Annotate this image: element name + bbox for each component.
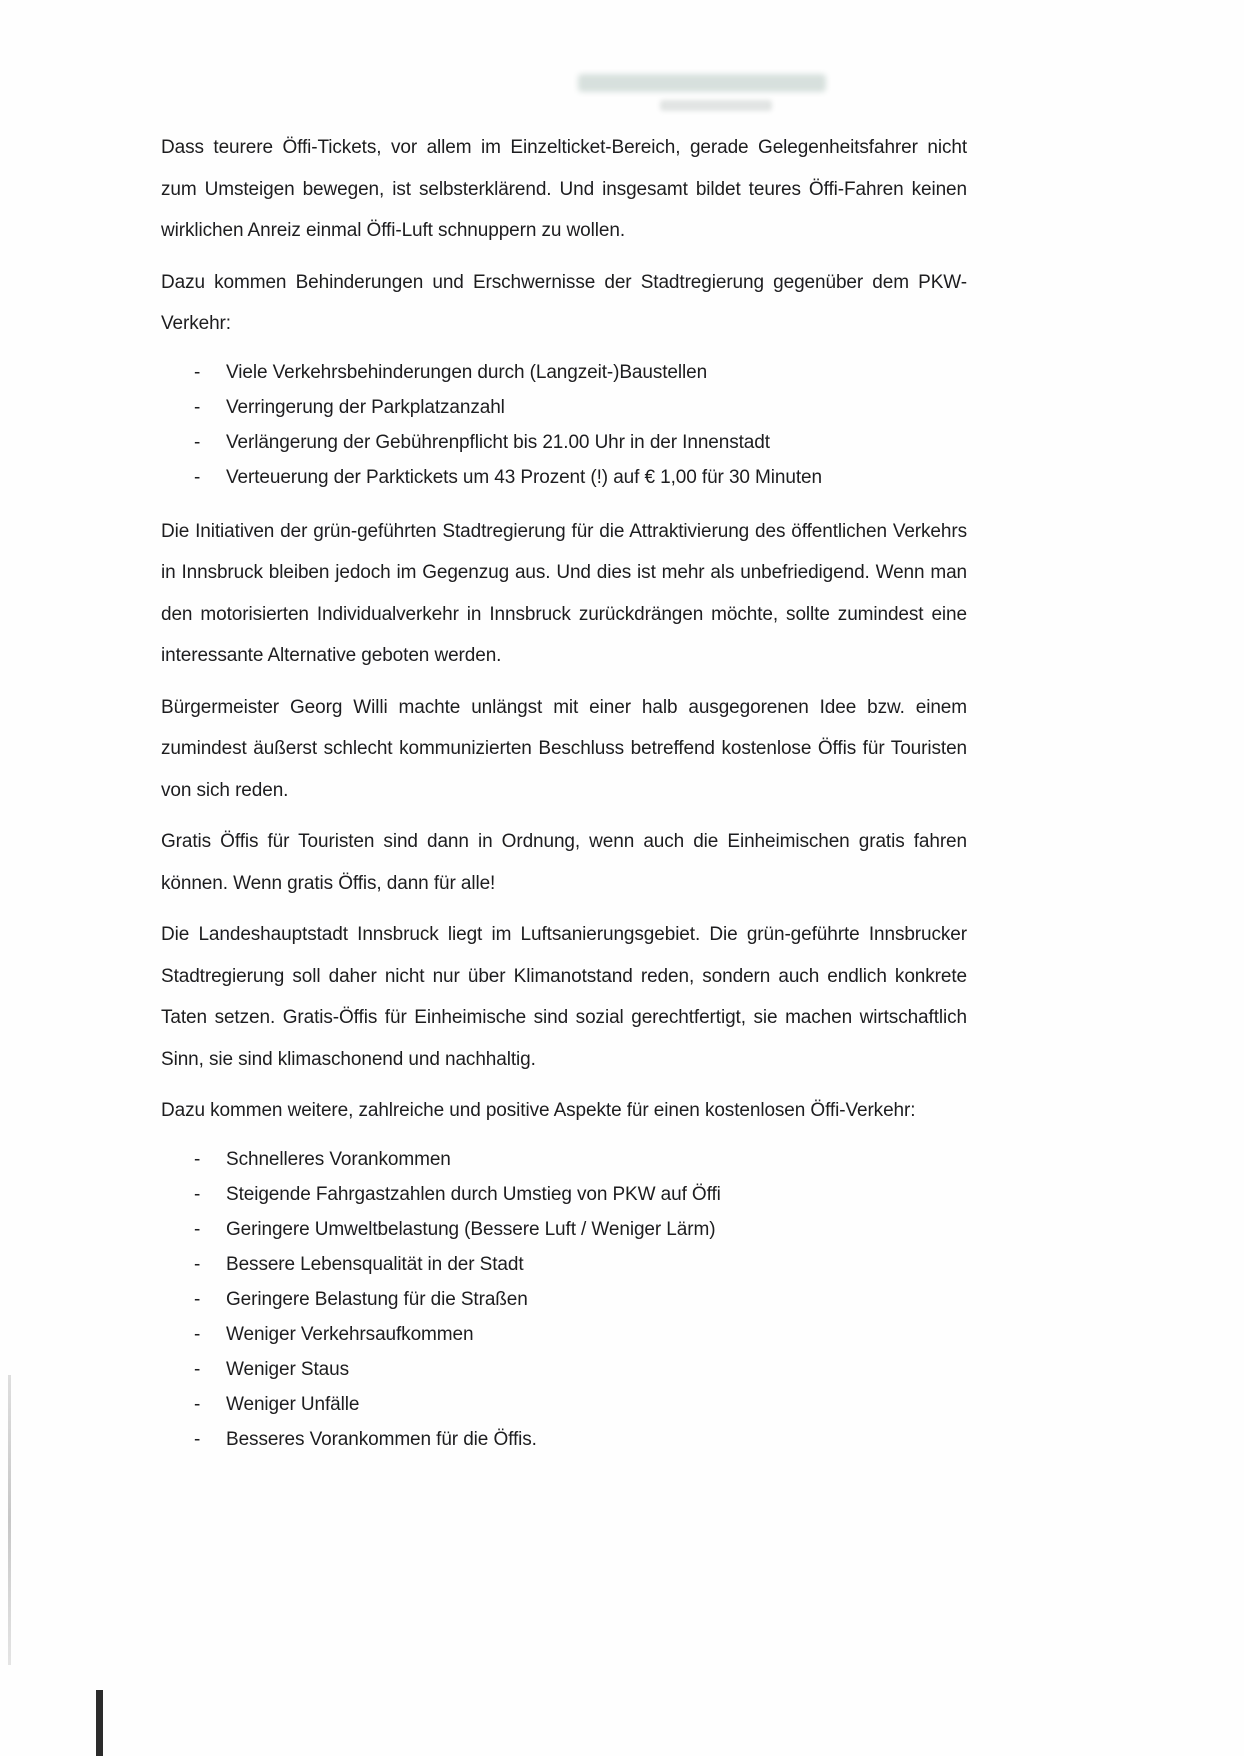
list-marker: - bbox=[194, 396, 201, 418]
paragraph-free-transit-tourists: Gratis Öffis für Touristen sind dann in Ordnung, wenn auch die Einheimischen gratis fahren können. Wenn gratis Öffis, dann für alle! bbox=[161, 831, 967, 894]
list-item-text: Weniger Verkehrsaufkommen bbox=[226, 1323, 474, 1345]
list-item-text: Verringerung der Parkplatzanzahl bbox=[226, 396, 505, 418]
paragraph-initiatives: Die Initiativen der grün-geführten Stadtregierung für die Attraktivierung des öffentlichen Verkehrs in Innsbruck bleiben jedoch im Gegenzug aus. Und dies ist mehr als unbefriedigend. Wenn man den motorisierten Individualverkehr in Innsbruck zurückdrängen möchte, sollte zumindest eine interessante Alternative geboten werden. bbox=[161, 520, 967, 666]
list-marker: - bbox=[194, 1323, 201, 1345]
list-item-text: Geringere Umweltbelastung (Bessere Luft / Weniger Lärm) bbox=[226, 1218, 716, 1240]
list-item bbox=[161, 1247, 967, 1282]
scan-artifact-edge-line bbox=[8, 1375, 11, 1665]
list-item bbox=[161, 355, 967, 390]
paragraph-car-traffic-intro: Dazu kommen Behinderungen und Erschwernisse der Stadtregierung gegenüber dem PKW-Verkehr: bbox=[161, 271, 967, 334]
list-item-text: Geringere Belastung für die Straßen bbox=[226, 1288, 528, 1310]
list-benefits bbox=[161, 1142, 967, 1457]
list-item-text: Besseres Vorankommen für die Öffis. bbox=[226, 1428, 537, 1450]
document-body bbox=[161, 127, 967, 1473]
list-marker: - bbox=[194, 431, 201, 453]
list-item-text: Weniger Staus bbox=[226, 1358, 349, 1380]
list-item-text: Viele Verkehrsbehinderungen durch (Langzeit-)Baustellen bbox=[226, 361, 708, 383]
list-item bbox=[161, 1177, 967, 1212]
paragraph-climate: Die Landeshauptstadt Innsbruck liegt im Luftsanierungsgebiet. Die grün-geführte Innsbrucker Stadtregierung soll daher nicht nur über Klimanotstand reden, sondern auch endlich konkrete Taten setzen. Gratis-Öffis für Einheimische sind sozial gerechtfertigt, sie machen wirtschaftlich Sinn, sie sind klimaschonend und nachhaltig. bbox=[161, 924, 967, 1070]
faint-watermark-line-1 bbox=[578, 74, 826, 92]
list-marker: - bbox=[194, 1288, 201, 1310]
list-item bbox=[161, 1352, 967, 1387]
list-item-text: Verteuerung der Parktickets um 43 Prozent (!) auf € 1,00 für 30 Minuten bbox=[226, 466, 822, 488]
list-marker: - bbox=[194, 1218, 201, 1240]
list-item bbox=[161, 1317, 967, 1352]
list-item bbox=[161, 1422, 967, 1457]
list-car-measures bbox=[161, 355, 967, 495]
list-item-text: Verlängerung der Gebührenpflicht bis 21.00 Uhr in der Innenstadt bbox=[226, 431, 770, 453]
scan-artifact-corner-mark bbox=[96, 1690, 103, 1756]
list-marker: - bbox=[194, 1428, 201, 1450]
list-marker: - bbox=[194, 1148, 201, 1170]
faint-watermark-line-2 bbox=[660, 100, 772, 111]
list-item bbox=[161, 1387, 967, 1422]
paragraph-benefits-intro: Dazu kommen weitere, zahlreiche und positive Aspekte für einen kostenlosen Öffi-Verkehr: bbox=[161, 1100, 916, 1121]
list-item bbox=[161, 390, 967, 425]
list-item bbox=[161, 1282, 967, 1317]
list-marker: - bbox=[194, 361, 201, 383]
list-item-text: Weniger Unfälle bbox=[226, 1393, 360, 1415]
list-marker: - bbox=[194, 1183, 201, 1205]
list-item bbox=[161, 1142, 967, 1177]
list-marker: - bbox=[194, 1393, 201, 1415]
list-item bbox=[161, 460, 967, 495]
list-marker: - bbox=[194, 1358, 201, 1380]
list-item bbox=[161, 1212, 967, 1247]
list-item-text: Schnelleres Vorankommen bbox=[226, 1148, 451, 1170]
paragraph-mayor-idea: Bürgermeister Georg Willi machte unlängst mit einer halb ausgegorenen Idee bzw. einem zumindest äußerst schlecht kommunizierten Beschluss betreffend kostenlose Öffis für Touristen von sich reden. bbox=[161, 696, 967, 801]
list-item bbox=[161, 425, 967, 460]
list-item-text: Bessere Lebensqualität in der Stadt bbox=[226, 1253, 524, 1275]
list-marker: - bbox=[194, 1253, 201, 1275]
list-marker: - bbox=[194, 466, 201, 488]
list-item-text: Steigende Fahrgastzahlen durch Umstieg von PKW auf Öffi bbox=[226, 1183, 721, 1205]
paragraph-ticket-prices: Dass teurere Öffi-Tickets, vor allem im Einzelticket-Bereich, gerade Gelegenheitsfahrer nicht zum Umsteigen bewegen, ist selbsterklärend. Und insgesamt bildet teures Öffi-Fahren keinen wirklichen Anreiz einmal Öffi-Luft schnuppern zu wollen. bbox=[161, 137, 967, 241]
